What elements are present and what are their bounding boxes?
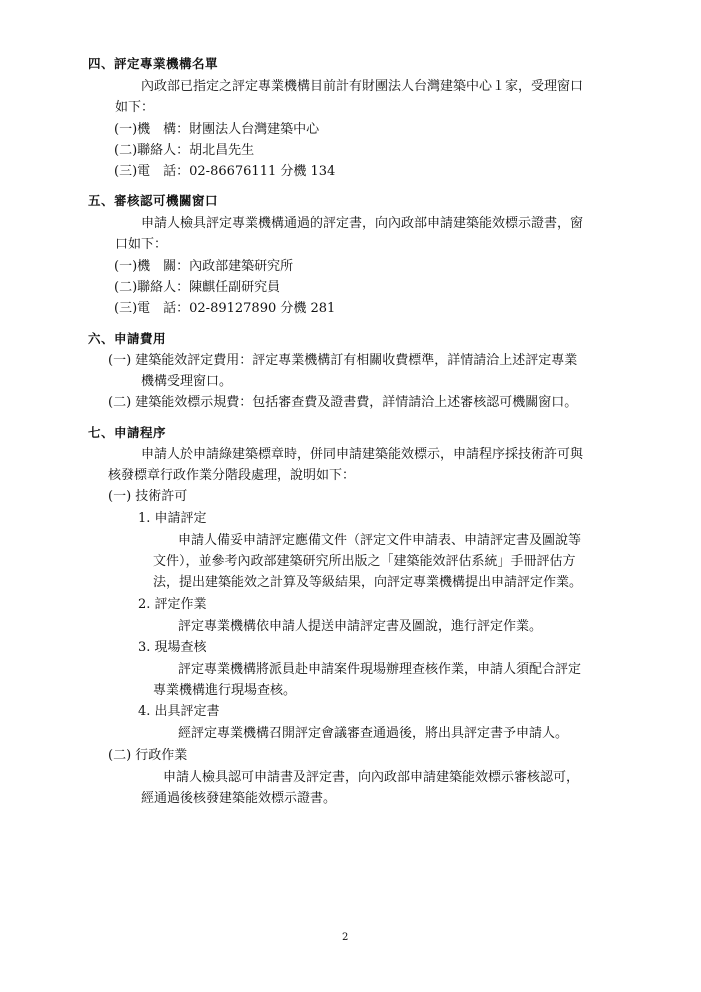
section-7-heading: 七、申請程序 (88, 425, 167, 440)
section-5-intro-line: 口如下： (115, 237, 168, 252)
section-5-heading: 五、審核認可機關窗口 (88, 193, 219, 208)
section-5-intro-line: 申請人檢具評定專業機構通過的評定書，向內政部申請建築能效標示證書，窗 (141, 216, 584, 231)
section-4-item: (二)聯絡人：胡北昌先生 (114, 143, 255, 158)
step-4-line: 經評定專業機構召開評定會議審查通過後，將出具評定書予申請人。 (178, 726, 569, 741)
step-3-line: 專業機構進行現場查核。 (153, 683, 297, 698)
page-number: 2 (342, 932, 349, 943)
step-1-line: 文件），並參考內政部建築研究所出版之「建築能效評估系統」手冊評估方 (153, 554, 576, 569)
step-3-line: 評定專業機構將派員赴申請案件現場辦理查核作業，申請人須配合評定 (178, 662, 582, 677)
section-6-item: (二) 建築能效標示規費：包括審查費及證書費，詳情請洽上述審核認可機關窗口。 (108, 395, 578, 410)
section-5-item: (一)機 關：內政部建築研究所 (114, 259, 294, 274)
section-4-item: (一)機 構：財團法人台灣建築中心 (114, 122, 320, 137)
step-1-line: 法，提出建築能效之計算及等級結果，向評定專業機構提出申請評定作業。 (153, 575, 583, 590)
section-4-heading: 四、評定專業機構名單 (88, 56, 219, 71)
part-2-line: 經通過後核發建築能效標示證書。 (141, 791, 337, 806)
part-1-title: (一) 技術許可 (108, 489, 188, 504)
section-6-item: (一) 建築能效評定費用：評定專業機構訂有相關收費標準，詳情請洽上述評定專業 (108, 353, 578, 368)
step-2-title: 2. 評定作業 (138, 597, 207, 612)
step-4-title: 4. 出具評定書 (138, 704, 220, 719)
section-7-intro-line: 核發標章行政作業分階段處理，說明如下： (108, 468, 356, 483)
section-7-intro-line: 申請人於申請綠建築標章時，併同申請建築能效標示，申請程序採技術許可與 (141, 447, 584, 462)
step-3-title: 3. 現場查核 (138, 640, 207, 655)
part-2-line: 申請人檢具認可申請書及評定書，向內政部申請建築能效標示審核認可， (163, 770, 580, 785)
part-2-title: (二) 行政作業 (108, 748, 188, 763)
step-2-line: 評定專業機構依申請人提送申請評定書及圖說，進行評定作業。 (178, 619, 543, 634)
section-4-intro-line: 如下： (115, 100, 155, 115)
step-1-line: 申請人備妥申請評定應備文件（評定文件申請表、申請評定書及圖說等 (178, 533, 582, 548)
section-6-heading: 六、申請費用 (88, 331, 167, 346)
section-4-item: (三)電 話：02-86676111 分機 134 (114, 164, 336, 179)
section-4-intro-line: 內政部已指定之評定專業機構目前計有財團法人台灣建築中心１家，受理窗口 (141, 79, 584, 94)
section-5-item: (二)聯絡人：陳麒任副研究員 (114, 280, 281, 295)
section-5-item: (三)電 話：02-89127890 分機 281 (114, 301, 336, 316)
step-1-title: 1. 申請評定 (138, 511, 207, 526)
section-6-item-continuation: 機構受理窗口。 (141, 374, 233, 389)
